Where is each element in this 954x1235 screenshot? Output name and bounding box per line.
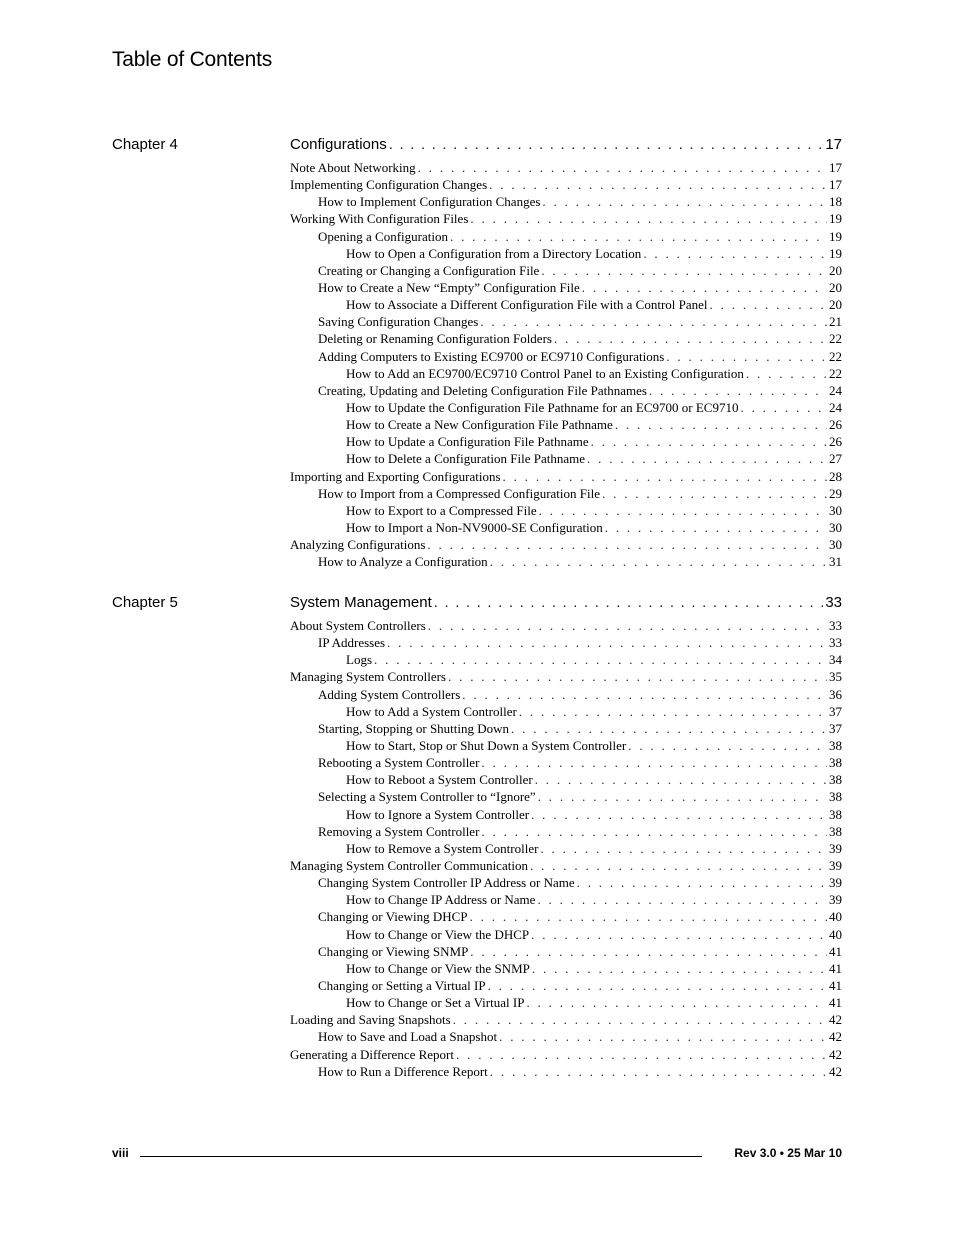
toc-entry-title: How to Change or View the DHCP (346, 926, 530, 942)
toc-entry-title: Saving Configuration Changes (318, 314, 479, 330)
dot-leader (470, 210, 827, 227)
toc-entry-page: 39 (829, 857, 842, 873)
dot-leader (582, 279, 827, 296)
toc-entry-page: 38 (829, 772, 842, 788)
toc-entry[interactable] (290, 485, 842, 502)
page-title: Table of Contents (112, 48, 273, 71)
toc-entry[interactable] (290, 330, 842, 347)
toc-entry[interactable] (290, 1028, 842, 1045)
toc-entry[interactable] (290, 840, 842, 857)
toc-entry[interactable] (290, 193, 842, 210)
toc-entry-title: How to Open a Configuration from a Directory Location (346, 245, 642, 261)
dot-leader (450, 228, 827, 245)
toc-entry-title: How to Update the Configuration File Pathname for an EC9700 or EC9710 (346, 399, 739, 415)
toc-entry-title: How to Import from a Compressed Configuration File (318, 485, 600, 501)
toc-entry-title: How to Create a New Configuration File Pathname (346, 417, 613, 433)
dot-leader (666, 348, 827, 365)
toc-entry[interactable] (290, 891, 842, 908)
toc-entry-title: Changing System Controller IP Address or Name (318, 875, 575, 891)
toc-entry[interactable] (290, 1011, 842, 1028)
toc-entry-page: 28 (829, 468, 842, 484)
toc-entry-title: About System Controllers (290, 618, 426, 633)
footer-page-number: viii (112, 1146, 129, 1160)
dot-leader (481, 823, 827, 840)
toc-entry[interactable] (290, 617, 842, 634)
toc-entry-page: 18 (829, 194, 842, 210)
toc-entry-page: 42 (829, 1029, 842, 1045)
dot-leader (418, 159, 827, 176)
toc-entry[interactable] (290, 553, 842, 570)
toc-entry-page: 27 (829, 451, 842, 467)
toc-entry-page: 36 (829, 686, 842, 702)
dot-leader (746, 365, 827, 382)
toc-entry[interactable] (290, 416, 842, 433)
toc-entry[interactable] (290, 926, 842, 943)
toc-entry[interactable] (290, 365, 842, 382)
toc-entry[interactable] (290, 262, 842, 279)
toc-entry-title: Managing System Controller Communication (290, 857, 528, 873)
toc-entry-title: Adding System Controllers (318, 686, 461, 702)
dot-leader (591, 433, 827, 450)
dot-leader (427, 536, 827, 553)
toc-entry-page: 29 (829, 485, 842, 501)
toc-entry-page: 26 (829, 417, 842, 433)
toc-entries (290, 594, 842, 1080)
toc-entry[interactable] (290, 994, 842, 1011)
dot-leader (531, 806, 827, 823)
toc-entry-page: 21 (829, 314, 842, 330)
toc-entry-page: 40 (829, 926, 842, 942)
chapter-label: Chapter 5 (112, 594, 178, 611)
dot-leader (490, 553, 827, 570)
dot-leader (511, 720, 827, 737)
dot-leader (519, 703, 827, 720)
chapter-heading-page: 17 (825, 136, 842, 153)
toc-entry-page: 33 (829, 618, 842, 633)
toc-entry-page: 33 (829, 635, 842, 651)
toc-entry-title: Creating, Updating and Deleting Configuration File Pathnames (318, 382, 647, 398)
toc-entry[interactable] (290, 703, 842, 720)
toc-entry[interactable] (290, 313, 842, 330)
dot-leader (470, 943, 827, 960)
toc-entry-list (290, 159, 842, 570)
toc-entry-title: Managing System Controllers (290, 669, 446, 685)
toc-entry-page: 31 (829, 554, 842, 570)
dot-leader (503, 468, 827, 485)
dot-leader (602, 485, 827, 502)
toc-entry-page: 19 (829, 245, 842, 261)
toc-entry[interactable] (290, 502, 842, 519)
toc-entry[interactable] (290, 519, 842, 536)
dot-leader (389, 136, 824, 154)
toc-entry-title: How to Reboot a System Controller (346, 772, 533, 788)
toc-entry-page: 22 (829, 365, 842, 381)
toc-entry-page: 20 (829, 279, 842, 295)
toc-entry[interactable] (290, 771, 842, 788)
toc-entry-title: How to Analyze a Configuration (318, 554, 488, 570)
toc-entry-title: How to Save and Load a Snapshot (318, 1029, 498, 1045)
toc-entry-title: How to Update a Configuration File Pathname (346, 434, 589, 450)
chapter-heading[interactable] (290, 136, 842, 159)
toc-entry-title: How to Import a Non-NV9000-SE Configuration (346, 519, 603, 535)
dot-leader (490, 1063, 827, 1080)
chapter-heading-title: System Management (290, 594, 432, 611)
footer-revision: Rev 3.0 • 25 Mar 10 (734, 1146, 842, 1160)
toc-entry-title: Changing or Viewing DHCP (318, 909, 468, 925)
dot-leader (489, 176, 827, 193)
toc-entry-title: Logs (346, 652, 372, 668)
chapter-heading[interactable] (290, 594, 842, 617)
toc-entry[interactable] (290, 908, 842, 925)
chapter-heading-title: Configurations (290, 136, 387, 153)
toc-entry[interactable] (290, 468, 842, 485)
toc-entry-title: Starting, Stopping or Shutting Down (318, 720, 510, 736)
toc-entry-page: 19 (829, 211, 842, 227)
toc-entry[interactable] (290, 348, 842, 365)
toc-entry-page: 41 (829, 943, 842, 959)
dot-leader (530, 857, 827, 874)
toc-entry-title: Changing or Setting a Virtual IP (318, 977, 486, 993)
dot-leader (628, 737, 827, 754)
toc-entry[interactable] (290, 668, 842, 685)
toc-entries (290, 136, 842, 570)
toc-entry-list (290, 617, 842, 1080)
toc-entry-page: 26 (829, 434, 842, 450)
dot-leader (554, 330, 827, 347)
dot-leader (470, 908, 827, 925)
toc-entry-title: Creating or Changing a Configuration File (318, 262, 540, 278)
toc-entry-title: How to Change IP Address or Name (346, 892, 536, 908)
toc-entry-page: 34 (829, 652, 842, 668)
toc-entry-title: Importing and Exporting Configurations (290, 468, 501, 484)
toc-entry-title: Generating a Difference Report (290, 1046, 454, 1062)
toc-entry[interactable] (290, 857, 842, 874)
dot-leader (538, 788, 827, 805)
dot-leader (462, 686, 827, 703)
toc-entry-page: 38 (829, 789, 842, 805)
toc-entry-page: 41 (829, 960, 842, 976)
toc-entry-title: Changing or Viewing SNMP (318, 943, 469, 959)
toc-entry-title: How to Run a Difference Report (318, 1063, 488, 1079)
dot-leader (456, 1046, 827, 1063)
dot-leader (643, 245, 827, 262)
toc-entry-page: 20 (829, 297, 842, 313)
toc-entry-page: 41 (829, 977, 842, 993)
toc-entry-title: Working With Configuration Files (290, 211, 469, 227)
toc-entry[interactable] (290, 1046, 842, 1063)
toc-entry-page: 17 (829, 160, 842, 175)
toc-entry[interactable] (290, 943, 842, 960)
footer-rule (140, 1156, 702, 1157)
toc-entry-title: How to Create a New “Empty” Configuration File (318, 279, 580, 295)
toc-entry-page: 30 (829, 502, 842, 518)
chapter-label: Chapter 4 (112, 136, 178, 153)
dot-leader (526, 994, 827, 1011)
dot-leader (649, 382, 827, 399)
toc-entry-title: How to Ignore a System Controller (346, 806, 530, 822)
dot-leader (541, 262, 827, 279)
toc-entry[interactable] (290, 720, 842, 737)
toc-entry[interactable] (290, 874, 842, 891)
dot-leader (488, 977, 827, 994)
toc-entry-title: Note About Networking (290, 160, 416, 175)
toc-entry-title: Selecting a System Controller to “Ignore” (318, 789, 536, 805)
toc-entry-title: How to Change or Set a Virtual IP (346, 995, 525, 1011)
dot-leader (480, 313, 827, 330)
toc-entry[interactable] (290, 399, 842, 416)
toc-entry-title: Rebooting a System Controller (318, 755, 480, 771)
toc-entry[interactable] (290, 210, 842, 227)
toc-entry-title: How to Start, Stop or Shut Down a System Controller (346, 737, 627, 753)
toc-entry[interactable] (290, 296, 842, 313)
toc-entry[interactable] (290, 279, 842, 296)
toc-entry[interactable] (290, 176, 842, 193)
toc-entry-page: 37 (829, 703, 842, 719)
toc-entry-title: Opening a Configuration (318, 228, 448, 244)
dot-leader (453, 1011, 827, 1028)
toc-entry-page: 42 (829, 1046, 842, 1062)
toc-entry[interactable] (290, 159, 842, 176)
toc-entry[interactable] (290, 823, 842, 840)
dot-leader (532, 960, 827, 977)
toc-entry[interactable] (290, 754, 842, 771)
dot-leader (374, 651, 827, 668)
toc-entry-title: How to Export to a Compressed File (346, 502, 537, 518)
dot-leader (615, 416, 827, 433)
toc-entry-title: Analyzing Configurations (290, 537, 426, 553)
dot-leader (434, 594, 824, 612)
toc-entry[interactable] (290, 960, 842, 977)
toc-entry-page: 42 (829, 1012, 842, 1028)
toc-entry-title: How to Implement Configuration Changes (318, 194, 541, 210)
toc-entry[interactable] (290, 634, 842, 651)
toc-entry-page: 39 (829, 875, 842, 891)
dot-leader (531, 926, 827, 943)
toc-entry-page: 40 (829, 909, 842, 925)
toc-entry[interactable] (290, 382, 842, 399)
chapter-heading-page: 33 (825, 594, 842, 611)
toc-entry-page: 22 (829, 348, 842, 364)
toc-entry-title: How to Remove a System Controller (346, 840, 539, 856)
dot-leader (539, 502, 827, 519)
dot-leader (710, 296, 827, 313)
toc-entry[interactable] (290, 977, 842, 994)
toc-entry[interactable] (290, 433, 842, 450)
toc-entry-page: 22 (829, 331, 842, 347)
dot-leader (448, 668, 827, 685)
toc-entry-title: Loading and Saving Snapshots (290, 1012, 451, 1028)
toc-entry-page: 35 (829, 669, 842, 685)
toc-entry-page: 39 (829, 892, 842, 908)
dot-leader (537, 891, 827, 908)
toc-entry-title: Deleting or Renaming Configuration Folders (318, 331, 552, 347)
toc-entry-page: 20 (829, 262, 842, 278)
toc-entry[interactable] (290, 651, 842, 668)
toc-entry-page: 38 (829, 737, 842, 753)
toc-entry-page: 38 (829, 823, 842, 839)
dot-leader (542, 193, 827, 210)
toc-entry[interactable] (290, 228, 842, 245)
dot-leader (499, 1028, 827, 1045)
dot-leader (428, 617, 827, 634)
dot-leader (587, 450, 827, 467)
toc-entry[interactable] (290, 1063, 842, 1080)
dot-leader (540, 840, 827, 857)
toc-entry[interactable] (290, 806, 842, 823)
toc-entry-title: How to Change or View the SNMP (346, 960, 530, 976)
toc-entry-page: 30 (829, 519, 842, 535)
toc-entry-title: How to Add a System Controller (346, 703, 517, 719)
toc-entry[interactable] (290, 737, 842, 754)
toc-entry-title: IP Addresses (318, 635, 386, 651)
toc-entry-page: 42 (829, 1063, 842, 1079)
toc-entry[interactable] (290, 536, 842, 553)
toc-entry[interactable] (290, 245, 842, 262)
toc-entry-page: 24 (829, 382, 842, 398)
toc-entry-title: Removing a System Controller (318, 823, 480, 839)
toc-entry[interactable] (290, 788, 842, 805)
toc-entry-title: Adding Computers to Existing EC9700 or EC9710 Configurations (318, 348, 665, 364)
toc-entry-page: 17 (829, 177, 842, 193)
toc-entry-page: 19 (829, 228, 842, 244)
dot-leader (387, 634, 827, 651)
dot-leader (535, 771, 827, 788)
toc-entry[interactable] (290, 450, 842, 467)
toc-entry-title: How to Delete a Configuration File Pathname (346, 451, 586, 467)
toc-entry-page: 41 (829, 995, 842, 1011)
toc-entry-title: How to Associate a Different Configuration File with a Control Panel (346, 297, 708, 313)
toc-entry-page: 24 (829, 399, 842, 415)
toc-entry-title: Implementing Configuration Changes (290, 177, 488, 193)
toc-entry[interactable] (290, 686, 842, 703)
toc-entry-title: How to Add an EC9700/EC9710 Control Panel to an Existing Configuration (346, 365, 744, 381)
dot-leader (577, 874, 827, 891)
toc-entry-page: 30 (829, 537, 842, 553)
toc-entry-page: 39 (829, 840, 842, 856)
toc-entry-page: 38 (829, 806, 842, 822)
dot-leader (481, 754, 827, 771)
dot-leader (605, 519, 827, 536)
page-footer (112, 1146, 842, 1164)
toc-entry-page: 37 (829, 720, 842, 736)
toc-entry-page: 38 (829, 755, 842, 771)
dot-leader (740, 399, 827, 416)
